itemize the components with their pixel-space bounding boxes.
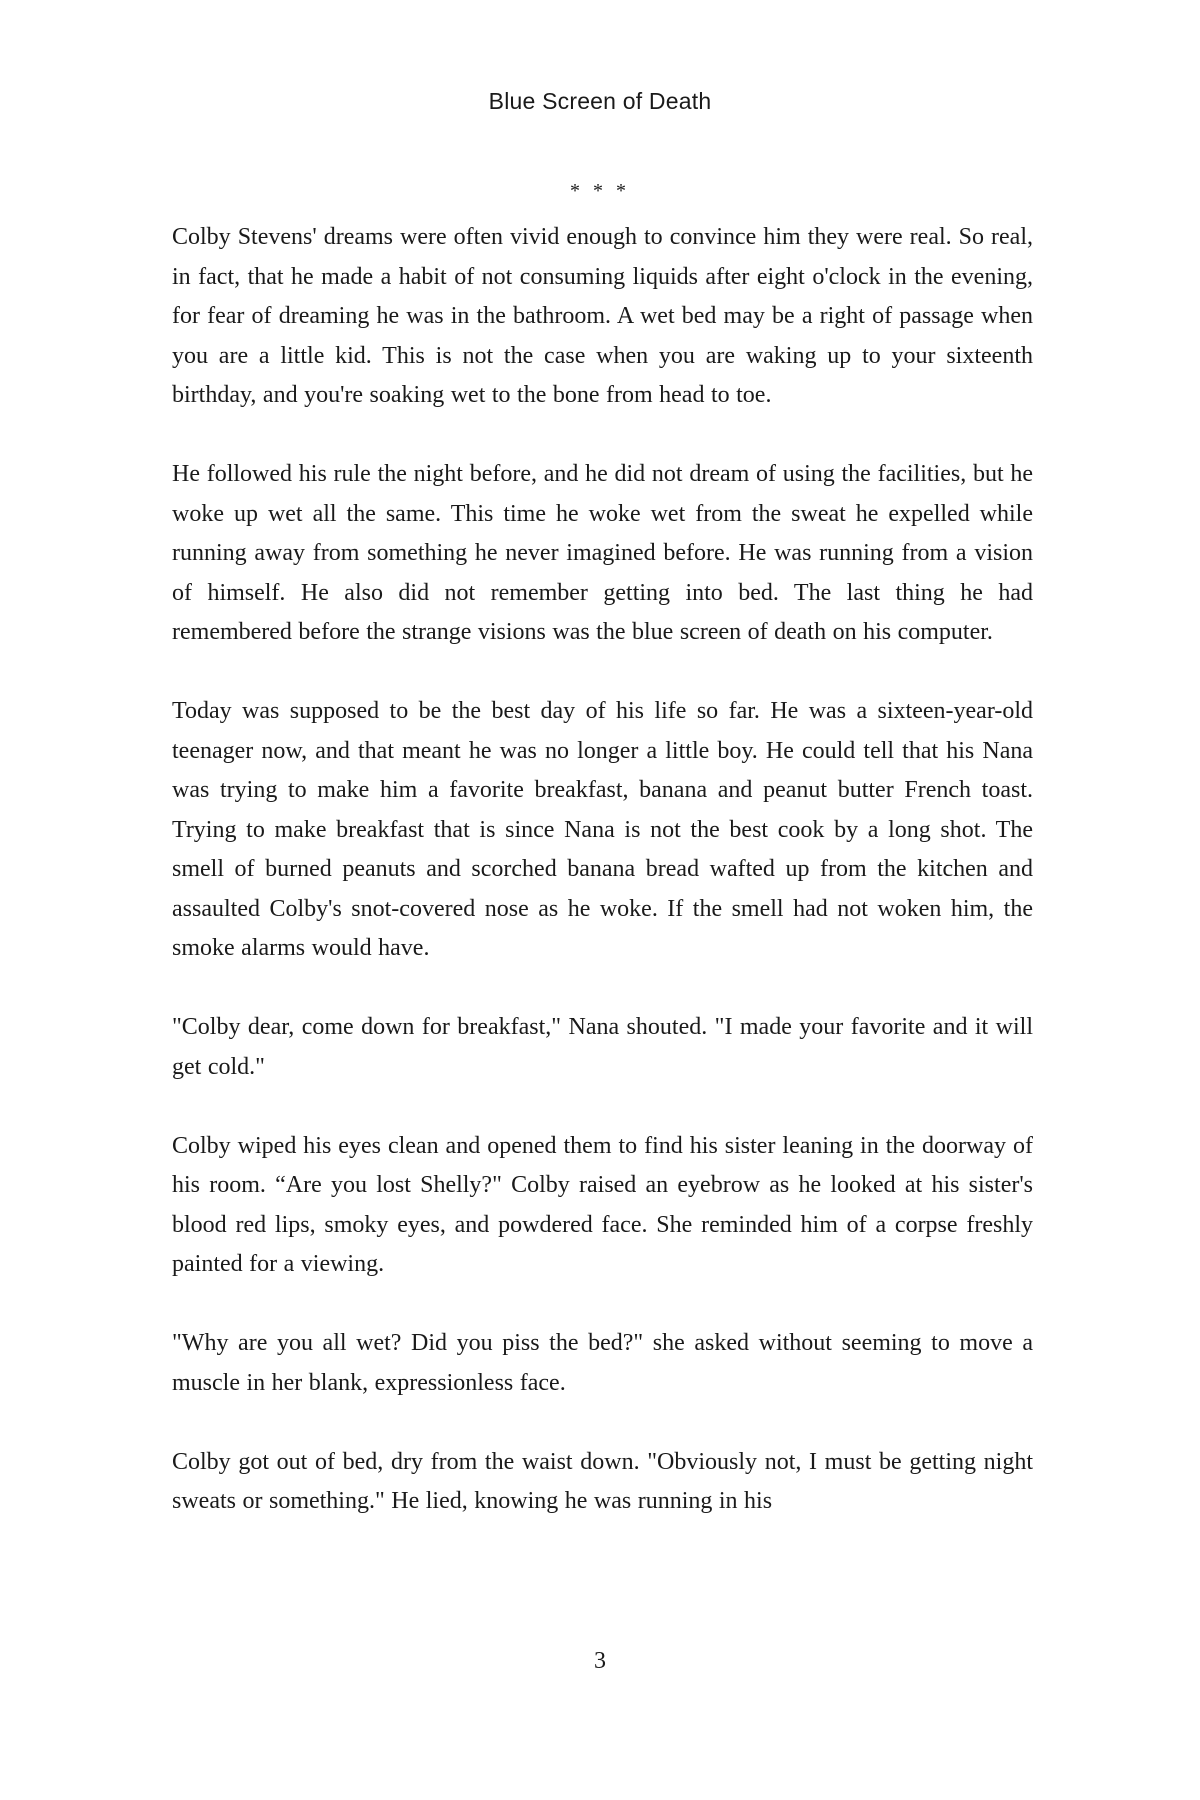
paragraph: "Why are you all wet? Did you piss the bed?" she asked without seeming to move a muscle in her blank, expressionless face. (172, 1330, 1033, 1396)
running-header: Blue Screen of Death (488, 88, 712, 114)
scene-break: * * * (570, 180, 630, 202)
paragraph: "Colby dear, come down for breakfast," Nana shouted. "I made your favorite and it will get cold." (172, 1014, 1033, 1080)
paragraph: He followed his rule the night before, and he did not dream of using the facilities, but he woke up wet all the same. This time he woke wet from the sweat he expelled while running away from something he never imagined before. He was running from a vision of himself. He also did not remember getting into bed. The last thing he had remembered before the strange visions was the blue screen of death on his computer. (172, 461, 1033, 645)
paragraph: Today was supposed to be the best day of his life so far. He was a sixteen-year-old teenager now, and that meant he was no longer a little boy. He could tell that his Nana was trying to make him a favorite breakfast, banana and peanut butter French toast. Trying to make breakfast that is since Nana is not the best cook by a long shot. The smell of burned peanuts and scorched banana bread wafted up from the kitchen and assaulted Colby's snot-covered nose as he woke. If the smell had not woken him, the smoke alarms would have. (172, 698, 1033, 961)
paragraph: Colby got out of bed, dry from the waist down. "Obviously not, I must be getting night sweats or something." He lied, knowing he was running in his (172, 1448, 1033, 1514)
body-text (172, 218, 1033, 1522)
page-number: 3 (594, 1648, 606, 1674)
paragraph: Colby Stevens' dreams were often vivid enough to convince him they were real. So real, in fact, that he made a habit of not consuming liquids after eight o'clock in the evening, for fear of dreaming he was in the bathroom. A wet bed may be a right of passage when you are a little kid. This is not the case when you are waking up to your sixteenth birthday, and you're soaking wet to the bone from head to toe. (172, 224, 1033, 408)
paragraph: Colby wiped his eyes clean and opened them to find his sister leaning in the doorway of his room. “Are you lost Shelly?" Colby raised an eyebrow as he looked at his sister's blood red lips, smoky eyes, and powdered face. She reminded him of a corpse freshly painted for a viewing. (172, 1132, 1033, 1277)
